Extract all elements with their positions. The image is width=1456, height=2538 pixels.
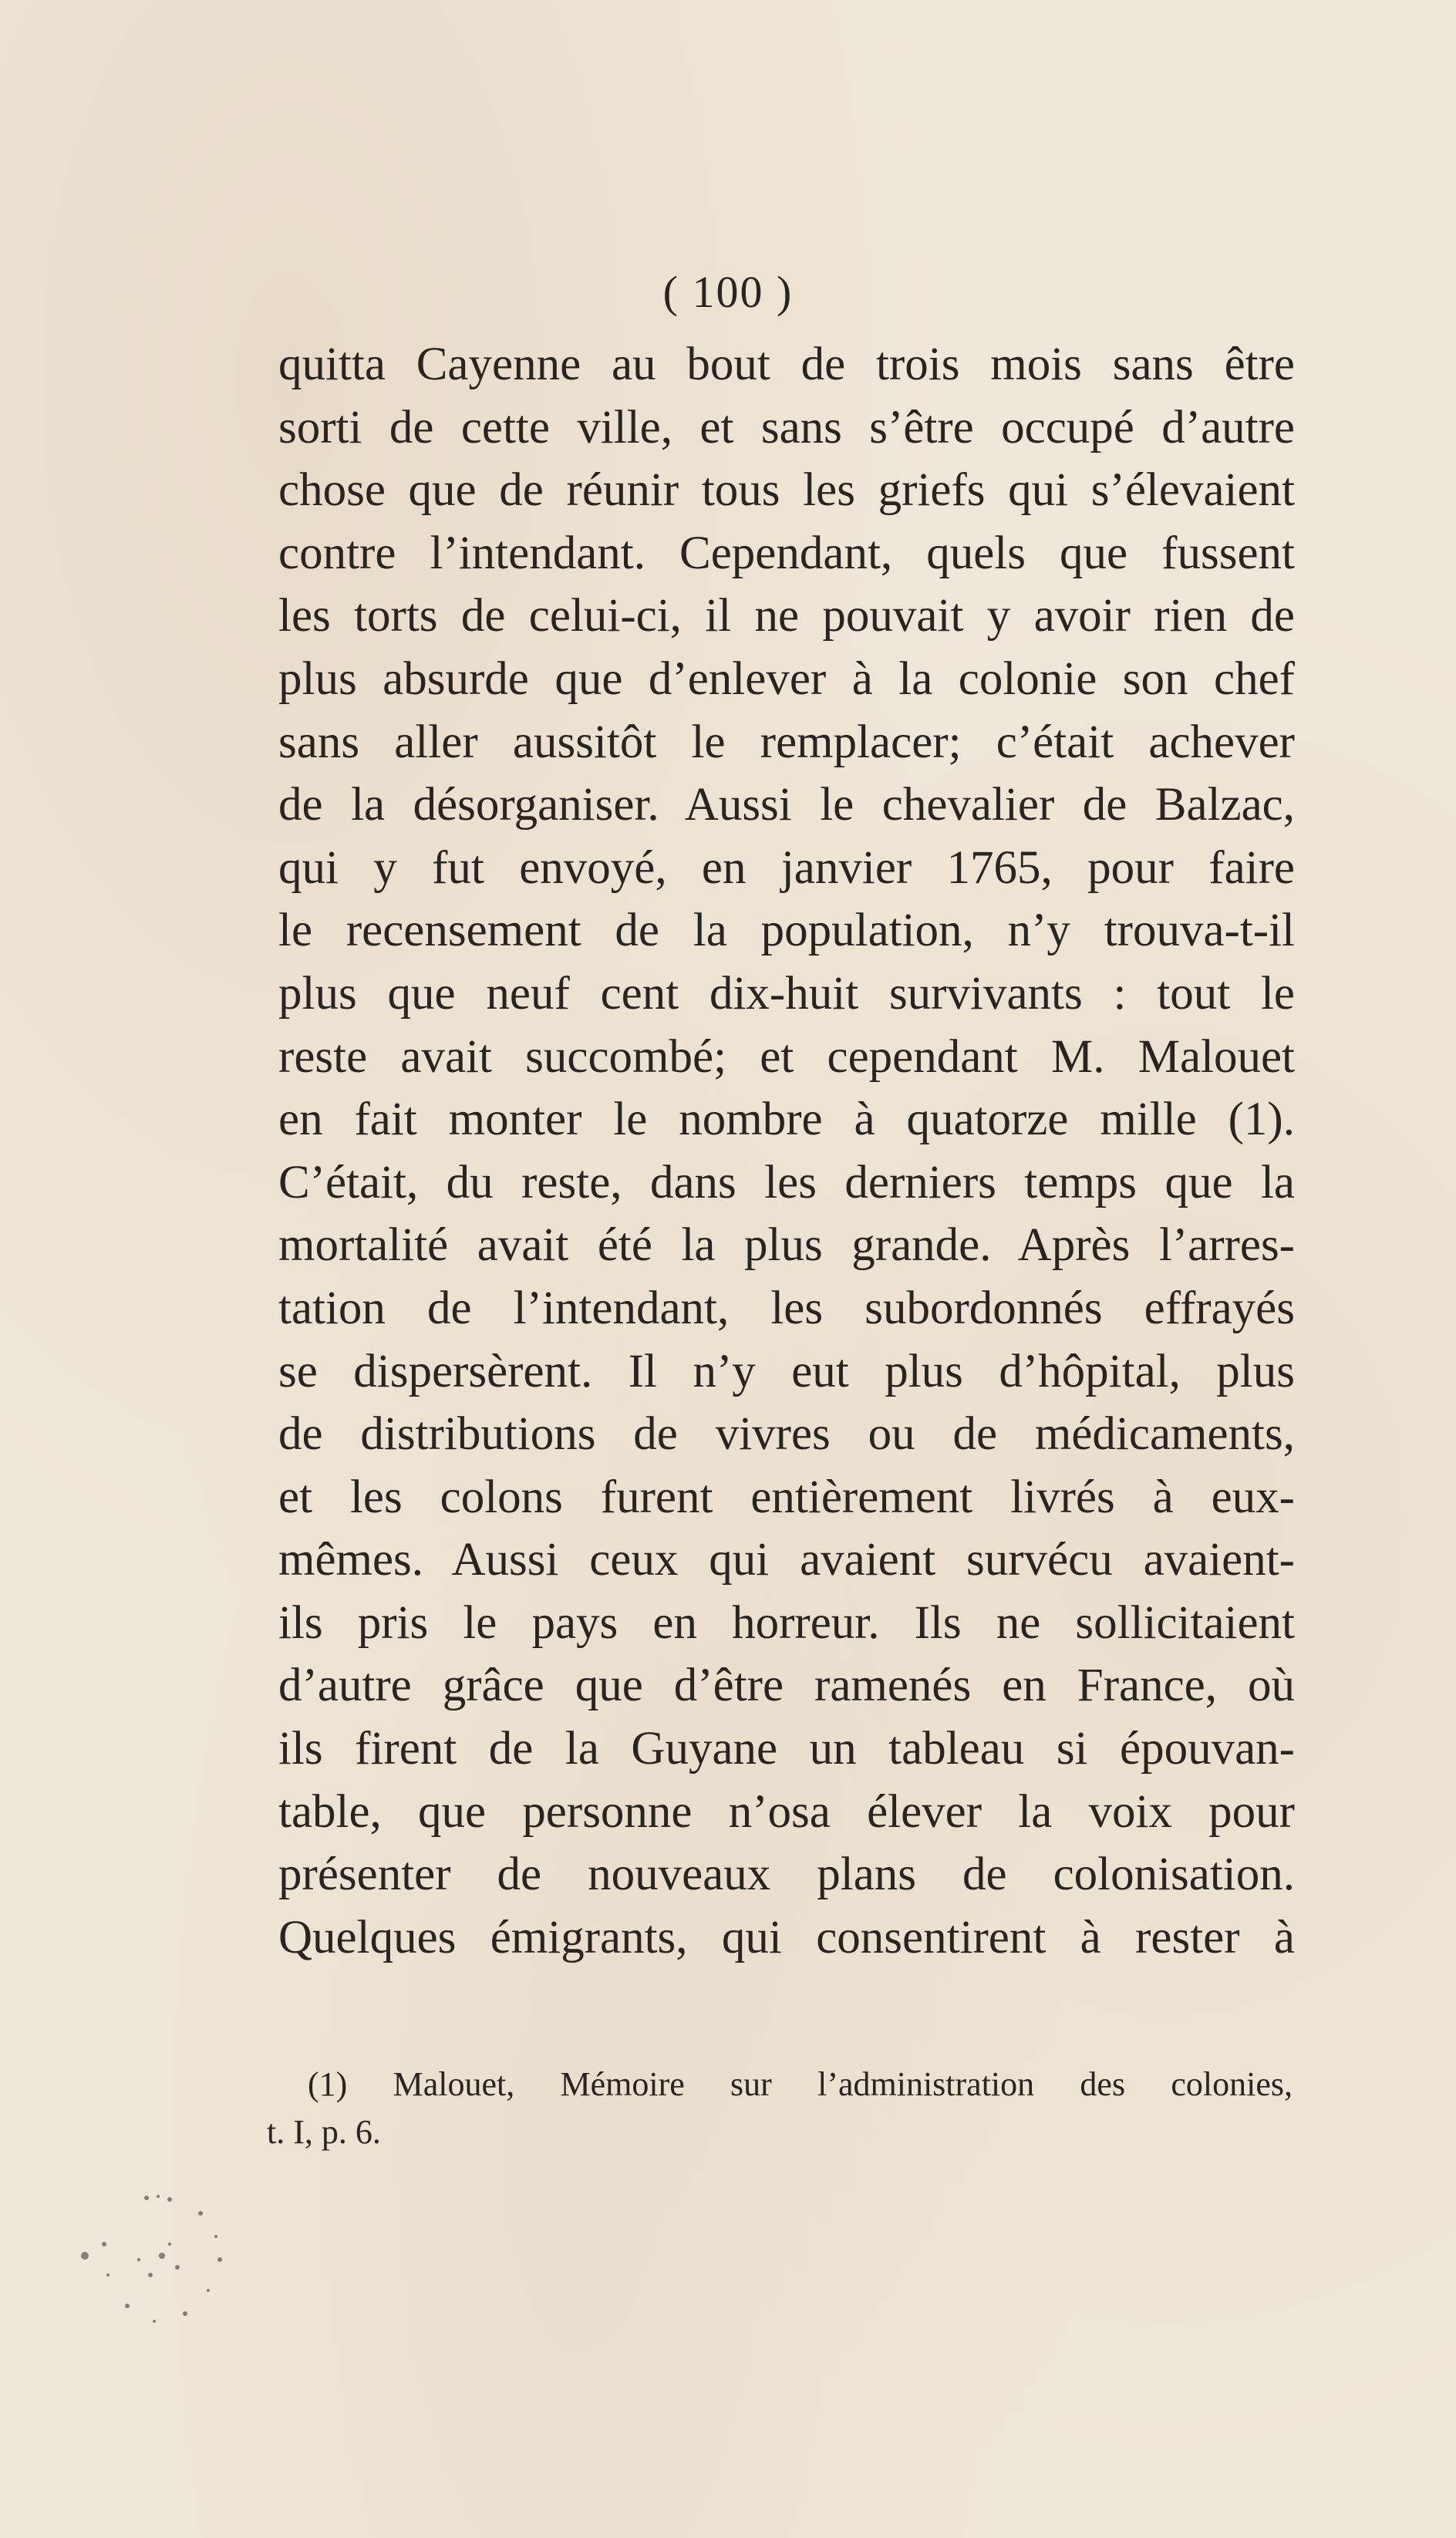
text-line: table, que personne n’osa élever la voix pour <box>278 1785 1295 1838</box>
text-line: sans aller aussitôt le remplacer; c’était achever <box>278 716 1295 768</box>
text-line: qui y fut envoyé, en janvier 1765, pour faire <box>278 841 1295 894</box>
text-line: se dispersèrent. Il n’y eut plus d’hôpital, plus <box>278 1345 1295 1397</box>
text-line: en fait monter le nombre à quatorze mille (1). <box>278 1094 1295 1146</box>
text-line: mêmes. Aussi ceux qui avaient survécu avaient- <box>278 1534 1295 1586</box>
text-line: d’autre grâce que d’être ramenés en France, où <box>278 1660 1295 1712</box>
text-line: et les colons furent entièrement livrés à eux- <box>278 1471 1295 1523</box>
text-line: les torts de celui-ci, il ne pouvait y avoir rien de <box>278 590 1295 642</box>
library-stamp-icon <box>62 2182 262 2337</box>
text-line: sorti de cette ville, et sans s’être occupé d’autre <box>278 401 1295 453</box>
page-number: ( 100 ) <box>662 267 794 317</box>
text-line: de la désorganiser. Aussi le chevalier de Balzac, <box>278 779 1295 831</box>
body-text <box>278 333 1295 1969</box>
text-line: reste avait succombé; et cependant M. Malouet <box>278 1030 1295 1083</box>
text-line: chose que de réunir tous les griefs qui s’élevaient <box>278 464 1295 517</box>
footnote <box>267 2061 1293 2156</box>
text-line: tation de l’intendant, les subordonnés effrayés <box>278 1282 1295 1334</box>
text-line: ils pris le pays en horreur. Ils ne sollicitaient <box>278 1596 1295 1649</box>
text-line: mortalité avait été la plus grande. Après l’arres- <box>278 1219 1295 1272</box>
text-line: contre l’intendant. Cependant, quels que fussent <box>278 527 1295 579</box>
footnote-line: (1) Malouet, Mémoire sur l’administration des colonies, <box>308 2065 1293 2103</box>
text-line: quitta Cayenne au bout de trois mois sans être <box>278 339 1295 390</box>
text-line: plus que neuf cent dix-huit survivants : tout le <box>278 967 1295 1020</box>
text-line: présenter de nouveaux plans de colonisation. <box>278 1849 1295 1901</box>
footnote-line: t. I, p. 6. <box>267 2113 381 2151</box>
text-line: ils firent de la Guyane un tableau si épouvan- <box>278 1723 1295 1775</box>
text-line: plus absurde que d’enlever à la colonie son chef <box>278 652 1295 705</box>
text-line: C’était, du reste, dans les derniers temps que la <box>278 1156 1295 1208</box>
text-line: Quelques émigrants, qui consentirent à rester à <box>278 1911 1295 1963</box>
text-line: le recensement de la population, n’y trouva-t-il <box>278 905 1295 957</box>
text-line: de distributions de vivres ou de médicaments, <box>278 1408 1295 1461</box>
